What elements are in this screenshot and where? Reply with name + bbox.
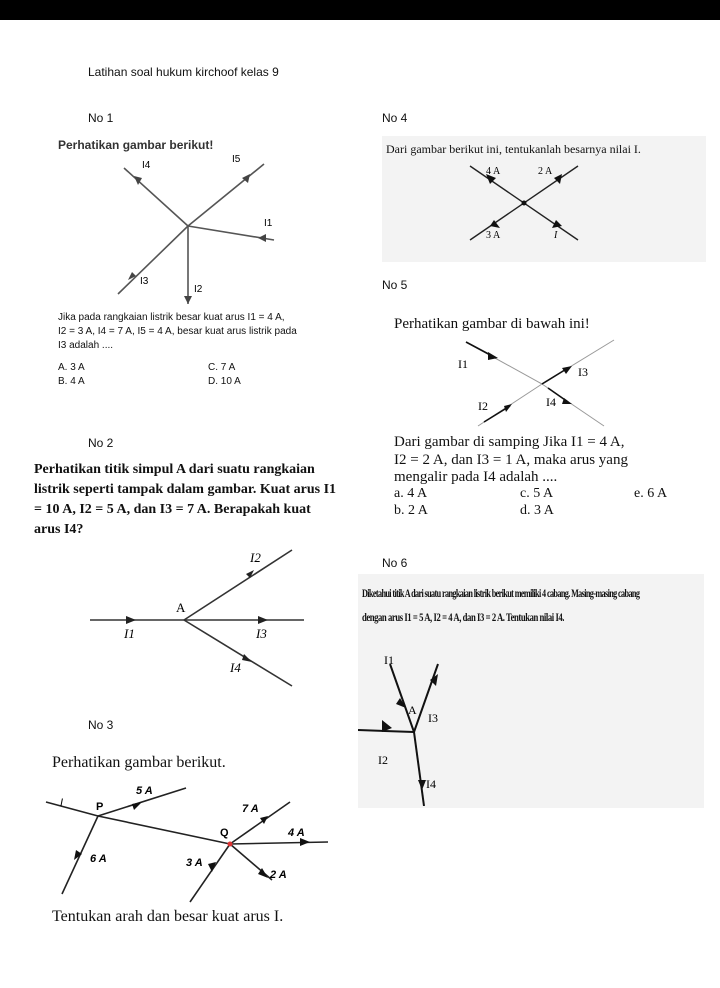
- q5-option-d: d. 3 A: [520, 503, 554, 518]
- q4-label-2a: 2 A: [538, 166, 553, 177]
- q4-label-3a: 3 A: [486, 230, 501, 241]
- q2-arrow-i3: [258, 616, 268, 624]
- q1-option-c: C. 7 A: [208, 362, 236, 373]
- q2-label-i2: I2: [250, 550, 261, 565]
- q5-line1: Dari gambar di samping Jika I1 = 4 A,: [394, 434, 625, 450]
- q5-option-e: e. 6 A: [634, 486, 668, 501]
- q2-label-a: A: [176, 600, 186, 615]
- q1-option-a: A. 3 A: [58, 362, 85, 373]
- q5-option-a: a. 4 A: [394, 486, 428, 501]
- q6-wire-i4: [414, 732, 424, 806]
- q1-option-d: D. 10 A: [208, 376, 241, 387]
- q2-line1: Perhatikan titik simpul A dari suatu rangkaian: [34, 462, 315, 477]
- q5-option-b: b. 2 A: [394, 503, 428, 518]
- q4-label-4a: 4 A: [486, 166, 501, 177]
- q2-arrow-i2: [246, 570, 254, 578]
- q4-node: [522, 201, 527, 206]
- question-6: [358, 574, 704, 808]
- label-no2: No 2: [88, 436, 114, 450]
- q3-heading: Perhatikan gambar berikut.: [52, 754, 226, 771]
- question-1: [52, 134, 352, 404]
- q5-label-i2: I2: [478, 399, 488, 413]
- q1-label-i3: I3: [140, 276, 149, 287]
- q5-diagram: [388, 336, 706, 432]
- q2-label-i4: I4: [230, 660, 241, 675]
- q5-label-i3: I3: [578, 365, 588, 379]
- q2-wire-i2: [184, 550, 292, 620]
- q6-label-a: A: [408, 703, 417, 717]
- q3-label-i: I: [60, 797, 64, 809]
- q6-label-i3: I3: [428, 711, 438, 725]
- q1-heading: Perhatikan gambar berikut!: [58, 138, 214, 152]
- q1-diagram: [52, 152, 352, 312]
- q3-wire-pq: [98, 816, 230, 844]
- label-no5: No 5: [382, 278, 408, 292]
- q5-label-i1: I1: [458, 357, 468, 371]
- q4-heading: Dari gambar berikut ini, tentukanlah besarnya nilai I.: [386, 142, 641, 156]
- q3-wire-4a: [230, 842, 328, 844]
- q1-arrow-i1: [258, 234, 266, 242]
- q4-diagram: [382, 160, 706, 260]
- q1-label-i4: I4: [142, 160, 151, 171]
- q6-line1: Diketahui titik A dari suatu rangkaian listrik berikut memiliki 4 cabang. Masing-masing cabang: [362, 586, 640, 600]
- q6-label-i1: I1: [384, 653, 394, 667]
- q3-arrow-4a: [300, 838, 310, 846]
- q2-arrow-i1: [126, 616, 136, 624]
- q1-wire-i4: [124, 168, 188, 226]
- q1-wire-i3: [118, 226, 188, 294]
- label-no1: No 1: [88, 111, 114, 125]
- q3-diagram: [40, 778, 352, 906]
- q6-arrow-i4: [418, 780, 426, 790]
- q5-heading: Perhatikan gambar di bawah ini!: [394, 316, 590, 332]
- q4-arrow-2a: [554, 174, 562, 184]
- q2-arrow-i4: [242, 654, 252, 662]
- q3-wire-7a: [230, 802, 290, 844]
- question-2: [32, 460, 352, 690]
- q3-label-6a: 6 A: [90, 853, 107, 865]
- q3-wire-i: [46, 802, 98, 816]
- top-bar: [0, 0, 720, 20]
- q6-line2: dengan arus I1 = 5 A, I2 = 4 A, dan I3 = 2 A. Tentukan nilai I4.: [362, 610, 565, 624]
- label-no4: No 4: [382, 111, 408, 125]
- q2-wire-i4: [184, 620, 292, 686]
- question-5: [388, 312, 706, 526]
- q1-option-b: B. 4 A: [58, 376, 85, 387]
- q2-label-i3: I3: [256, 626, 267, 641]
- q5-label-i4: I4: [546, 395, 556, 409]
- q3-label-2a: 2 A: [270, 869, 287, 881]
- q3-label-p: P: [96, 801, 104, 813]
- q5-line2: I2 = 2 A, dan I3 = 1 A, maka arus yang: [394, 452, 628, 468]
- q1-label-i5: I5: [232, 154, 241, 165]
- q1-text-line2: I2 = 3 A, I4 = 7 A, I5 = 4 A, besar kuat arus listrik pada: [58, 326, 297, 337]
- q1-wire-i5: [188, 164, 264, 226]
- q5-arrow-i2: [504, 404, 512, 412]
- q2-diagram: [32, 542, 352, 690]
- q3-label-3a: 3 A: [186, 857, 203, 869]
- q1-text-line3: I3 adalah ....: [58, 340, 114, 351]
- q5-line3: mengalir pada I4 adalah ....: [394, 469, 558, 485]
- q3-node-q: [228, 842, 233, 847]
- q3-label-5a: 5 A: [136, 785, 153, 797]
- q1-arrow-i2: [184, 296, 192, 304]
- q5-arrow-i3: [562, 366, 572, 374]
- q3-arrow-5a: [132, 802, 142, 810]
- question-4: [382, 136, 706, 262]
- q3-label-7a: 7 A: [242, 803, 259, 815]
- question-3: [40, 752, 352, 932]
- label-no3: No 3: [88, 718, 114, 732]
- q2-label-i1: I1: [124, 626, 135, 641]
- document-title: Latihan soal hukum kirchoof kelas 9: [88, 65, 279, 79]
- q2-line2: listrik seperti tampak dalam gambar. Kuat arus I1: [34, 482, 337, 497]
- q2-line3: = 10 A, I2 = 5 A, dan I3 = 7 A. Berapakah kuat: [34, 502, 311, 517]
- q3-label-q: Q: [220, 827, 229, 839]
- q4-label-i: I: [554, 230, 558, 241]
- q1-text-line1: Jika pada rangkaian listrik besar kuat arus I1 = 4 A,: [58, 312, 285, 323]
- label-no6: No 6: [382, 556, 408, 570]
- q1-arrow-i3: [128, 272, 136, 280]
- q3-label-4a: 4 A: [288, 827, 305, 839]
- q2-line4: arus I4?: [34, 522, 84, 537]
- q6-wire-i1: [390, 664, 414, 732]
- q6-label-i2: I2: [378, 753, 388, 767]
- q6-label-i4: I4: [426, 777, 436, 791]
- q5-option-c: c. 5 A: [520, 486, 554, 501]
- q3-wire-3a: [190, 844, 230, 902]
- q1-label-i2: I2: [194, 284, 203, 295]
- q1-label-i1: I1: [264, 218, 273, 229]
- q3-footer: Tentukan arah dan besar kuat arus I.: [52, 908, 284, 925]
- q6-diagram: [358, 640, 704, 806]
